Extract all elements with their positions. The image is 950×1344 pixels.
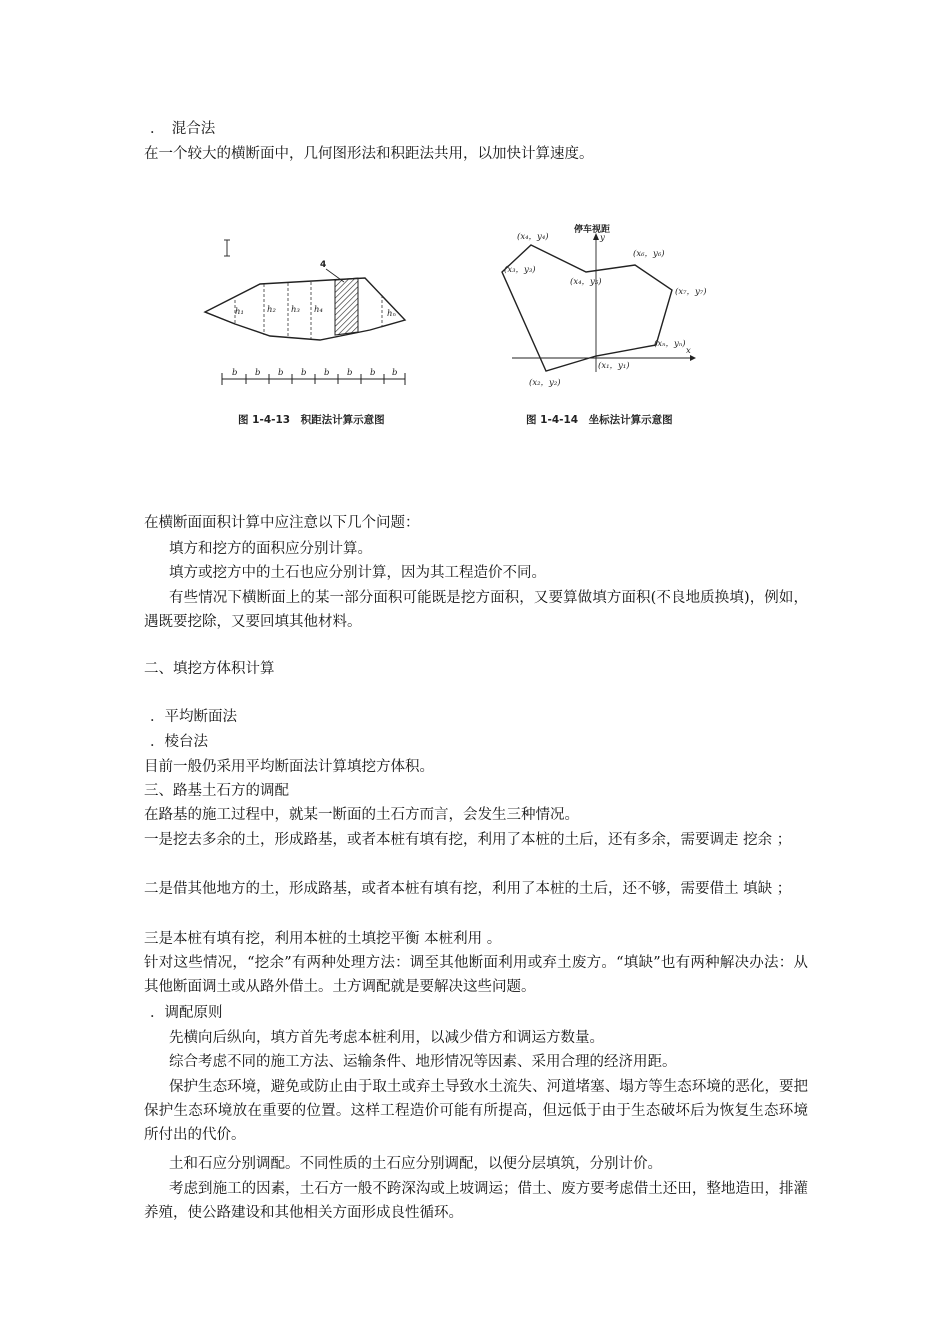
svg-text:b: b [347, 368, 353, 378]
vertex-label-p7: (x₇，y₇) [675, 287, 707, 297]
axis-title: 停车视距 [574, 225, 611, 235]
label-h4: h₄ [314, 305, 323, 315]
vertex-label-p5: (x₄，y₅) [570, 277, 602, 287]
label-callout-4: 4 [320, 260, 327, 270]
vertex-label-p4: (x₄，y₄) [517, 232, 549, 242]
paragraph-current-practice: 目前一般仍采用平均断面法计算填挖方体积。 [144, 759, 434, 775]
cross-section-polygon [502, 245, 672, 371]
caption-right-figure: 图 1-4-14 坐标法计算示意图 [526, 414, 673, 426]
list-item-principles: ．调配原则 [150, 1005, 223, 1021]
principle-1: 先横向后纵向，填方首先考虑本桩利用，以减少借方和调运方数量。 [169, 1030, 604, 1046]
y-axis-label: y [600, 233, 605, 243]
figure-area-methods [160, 190, 710, 450]
principle-4: 土和石应分别调配。不同性质的土石应分别调配，以便分层填筑，分别计价。 [169, 1156, 662, 1172]
list-item-average-section: ．平均断面法 [150, 709, 237, 725]
svg-text:b: b [232, 368, 238, 378]
vertex-label-p3: (x₃，y₃) [504, 265, 536, 275]
note-item-3: 有些情况下横断面上的某一部分面积可能既是挖方面积，又要算做填方面积(不良地质换填)，例如，遇既要挖除，又要回填其他材料。 [144, 590, 808, 630]
label-h1: h₁ [235, 307, 244, 317]
integration-method-diagram [205, 240, 405, 426]
svg-text:b: b [324, 368, 330, 378]
paragraph-mixed-method: 在一个较大的横断面中，几何图形法和积距法共用，以加快计算速度。 [144, 146, 594, 162]
hatched-strip [335, 278, 358, 335]
caption-left-figure: 图 1-4-13 积距法计算示意图 [238, 414, 385, 426]
paragraph-notes-intro: 在横断面面积计算中应注意以下几个问题： [144, 515, 420, 531]
vertex-label-p2: (x₂，y₂) [529, 378, 561, 388]
strip-lines [235, 282, 382, 339]
label-hn: hₙ [387, 309, 396, 319]
svg-text:b: b [392, 368, 398, 378]
coordinate-method-diagram [502, 223, 707, 426]
principle-3: 保护生态环境，避免或防止由于取土或弃土导致水土流失、河道堵塞、塌方等生态环境的恶化，要把保护生态环境放在重要的位置。这样工程造价可能有所提高，但远低于由于生态破坏后为恢复生态环境所付出的代价。 [144, 1079, 808, 1143]
paragraph-case-2: 二是借其他地方的土，形成路基，或者本桩有填有挖，利用了本桩的土后，还不够，需要借土 填缺 ； [144, 881, 792, 897]
section-heading-volume: 二、填挖方体积计算 [144, 661, 275, 677]
vertex-label-p1: (x₁，y₁) [598, 361, 630, 371]
label-h2: h₂ [267, 305, 276, 315]
x-axis-label: x [686, 346, 691, 356]
paragraph-case-1: 一是挖去多余的土，形成路基，或者本桩有填有挖，利用了本桩的土后，还有多余，需要调走 挖余 ； [144, 832, 792, 848]
svg-text:b: b [278, 368, 284, 378]
note-item-2: 填方或挖方中的土石也应分别计算，因为其工程造价不同。 [169, 565, 546, 581]
principle-5: 考虑到施工的因素，土石方一般不跨深沟或上坡调运；借土、废方要考虑借土还田，整地造田，排灌养殖，使公路建设和其他相关方面形成良性循环。 [144, 1181, 808, 1221]
vertex-label-p6: (x₆，y₆) [633, 249, 665, 259]
vertex-label-pn: (xₙ，yₙ) [654, 339, 686, 349]
x-axis-arrow [690, 355, 696, 361]
ground-line [205, 312, 235, 324]
paragraph-solutions: 针对这些情况，“挖余”有两种处理方法：调至其他断面利用或弃土废方。“填缺”也有两种解决办法：从其他断面调土或从路外借土。土方调配就是要解决这些问题。 [144, 955, 808, 995]
principle-2: 综合考虑不同的施工方法、运输条件、地形情况等因素、采用合理的经济用距。 [169, 1054, 677, 1070]
svg-text:b: b [301, 368, 307, 378]
figure-svg [160, 190, 710, 450]
note-item-1: 填方和挖方的面积应分别计算。 [169, 541, 372, 557]
svg-text:b: b [255, 368, 261, 378]
svg-text:b: b [370, 368, 376, 378]
heading-mixed-method: ． 混合法 [150, 121, 216, 137]
section-heading-allocation: 三、路基土石方的调配 [144, 783, 289, 799]
list-item-prism-method: ．棱台法 [150, 734, 208, 750]
label-h3: h₃ [291, 305, 300, 315]
paragraph-case-3: 三是本桩有填有挖，利用本桩的土填挖平衡 本桩利用 。 [144, 931, 502, 947]
paragraph-three-cases: 在路基的施工过程中，就某一断面的土石方而言，会发生三种情况。 [144, 807, 579, 823]
text-cursor-icon [224, 240, 230, 256]
